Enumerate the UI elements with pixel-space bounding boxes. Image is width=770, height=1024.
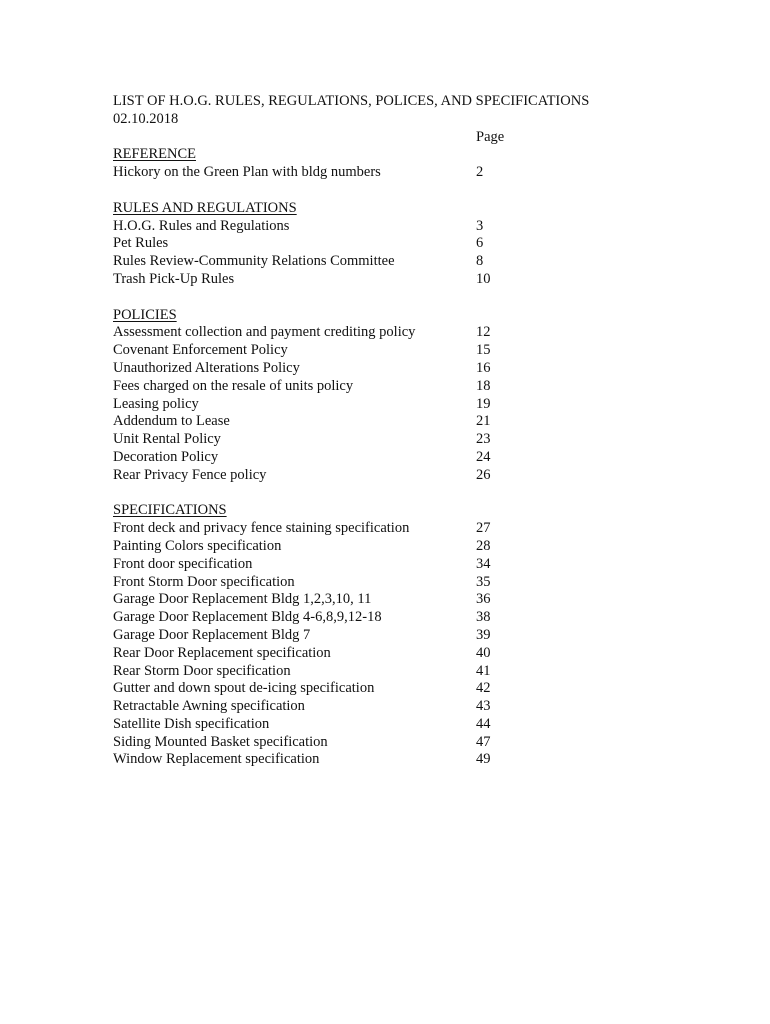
section-heading-policies: POLICIES (113, 306, 177, 323)
toc-entry-label: Rear Storm Door specification (113, 662, 291, 679)
page-column-label: Page (476, 128, 505, 145)
toc-entry-label: Front deck and privacy fence staining specification (113, 520, 410, 537)
toc-entry-page: 26 (476, 466, 491, 483)
toc-entry-label: Satellite Dish specification (113, 715, 270, 732)
toc-entry (113, 467, 633, 485)
toc-entry (113, 716, 633, 734)
section-spacer (113, 485, 633, 503)
toc-entry-page: 16 (476, 359, 491, 376)
toc-entry-page: 12 (476, 324, 491, 341)
toc-entry (113, 449, 633, 467)
toc-entry-label: Pet Rules (113, 235, 169, 252)
section-heading-specifications: SPECIFICATIONS (113, 502, 227, 519)
toc-entry (113, 218, 633, 236)
toc-entry (113, 342, 633, 360)
toc-entry-page: 49 (476, 751, 491, 768)
toc-entry (113, 324, 633, 342)
toc-entry-label: H.O.G. Rules and Regulations (113, 217, 290, 234)
document-date: 02.10.2018 (113, 110, 179, 127)
toc-entry-page: 38 (476, 609, 491, 626)
toc-entry-page: 15 (476, 342, 491, 359)
toc-entry-label: Addendum to Lease (113, 413, 230, 430)
toc-entry-page: 43 (476, 698, 491, 715)
toc-entry-label: Front door specification (113, 555, 253, 572)
toc-entry-page: 35 (476, 573, 491, 590)
toc-entry (113, 591, 633, 609)
toc-entry-label: Unauthorized Alterations Policy (113, 359, 300, 376)
toc-entry-label: Rear Door Replacement specification (113, 644, 331, 661)
toc-entry-page: 2 (476, 164, 484, 181)
toc-entry-page: 44 (476, 715, 491, 732)
toc-entry (113, 538, 633, 556)
toc-entry-label: Fees charged on the resale of units policy (113, 377, 354, 394)
page-column-header-row (113, 129, 633, 147)
toc-entry (113, 520, 633, 538)
toc-entry-page: 47 (476, 733, 491, 750)
toc-entry (113, 645, 633, 663)
toc-entry-page: 18 (476, 377, 491, 394)
toc-entry (113, 360, 633, 378)
toc-entry-page: 27 (476, 520, 491, 537)
toc-entry (113, 627, 633, 645)
section-spacer (113, 182, 633, 200)
toc-entry-page: 40 (476, 644, 491, 661)
toc-entry (113, 396, 633, 414)
section-spacer (113, 289, 633, 307)
toc-entry-label: Covenant Enforcement Policy (113, 342, 288, 359)
toc-entry-page: 8 (476, 253, 484, 270)
toc-entry-page: 6 (476, 235, 484, 252)
section-heading-reference: REFERENCE (113, 146, 196, 163)
toc-entry-label: Retractable Awning specification (113, 698, 305, 715)
toc-entry-page: 3 (476, 217, 484, 234)
section-heading-rules-and-regulations: RULES AND REGULATIONS (113, 199, 297, 216)
toc-entry-page: 42 (476, 680, 491, 697)
toc-entry-label: Leasing policy (113, 395, 199, 412)
toc-entry-page: 19 (476, 395, 491, 412)
toc-entry-page: 28 (476, 537, 491, 554)
toc-entry-page: 10 (476, 270, 491, 287)
toc-entry-label: Garage Door Replacement Bldg 7 (113, 626, 311, 643)
toc-entry (113, 680, 633, 698)
toc-entry-label: Painting Colors specification (113, 537, 282, 554)
toc-entry-label: Hickory on the Green Plan with bldg numbers (113, 164, 381, 181)
toc-entry-label: Decoration Policy (113, 448, 219, 465)
toc-entry-label: Garage Door Replacement Bldg 1,2,3,10, 11 (113, 591, 372, 608)
toc-entry (113, 378, 633, 396)
document-title: LIST OF H.O.G. RULES, REGULATIONS, POLICES, AND SPECIFICATIONS (113, 93, 590, 109)
toc-entry-label: Rear Privacy Fence policy (113, 466, 267, 483)
toc-entry-label: Garage Door Replacement Bldg 4-6,8,9,12-18 (113, 609, 382, 626)
toc-entry-label: Rules Review-Community Relations Committee (113, 253, 395, 270)
toc-entry (113, 663, 633, 681)
toc-entry-page: 24 (476, 448, 491, 465)
toc-entry (113, 751, 633, 769)
toc-entry-page: 21 (476, 413, 491, 430)
toc-entry (113, 574, 633, 592)
toc-entry-label: Assessment collection and payment crediting policy (113, 324, 416, 341)
toc-entry (113, 609, 633, 627)
toc-entry-label: Gutter and down spout de-icing specification (113, 680, 375, 697)
toc-entry-label: Front Storm Door specification (113, 573, 295, 590)
toc-entry-label: Unit Rental Policy (113, 431, 221, 448)
toc-entry (113, 235, 633, 253)
toc-entry-page: 36 (476, 591, 491, 608)
toc-entry (113, 164, 633, 182)
toc-entry-page: 41 (476, 662, 491, 679)
toc-entry (113, 271, 633, 289)
toc-entry-page: 23 (476, 431, 491, 448)
toc-entry (113, 253, 633, 271)
toc-entry (113, 734, 633, 752)
toc-entry (113, 698, 633, 716)
toc-entry (113, 413, 633, 431)
toc-entry-label: Trash Pick-Up Rules (113, 270, 235, 287)
toc-entry-label: Siding Mounted Basket specification (113, 733, 328, 750)
toc-entry-label: Window Replacement specification (113, 751, 320, 768)
toc-entry-page: 34 (476, 555, 491, 572)
toc-entry (113, 556, 633, 574)
document-page (113, 93, 633, 769)
toc-entry-page: 39 (476, 626, 491, 643)
toc-entry (113, 431, 633, 449)
